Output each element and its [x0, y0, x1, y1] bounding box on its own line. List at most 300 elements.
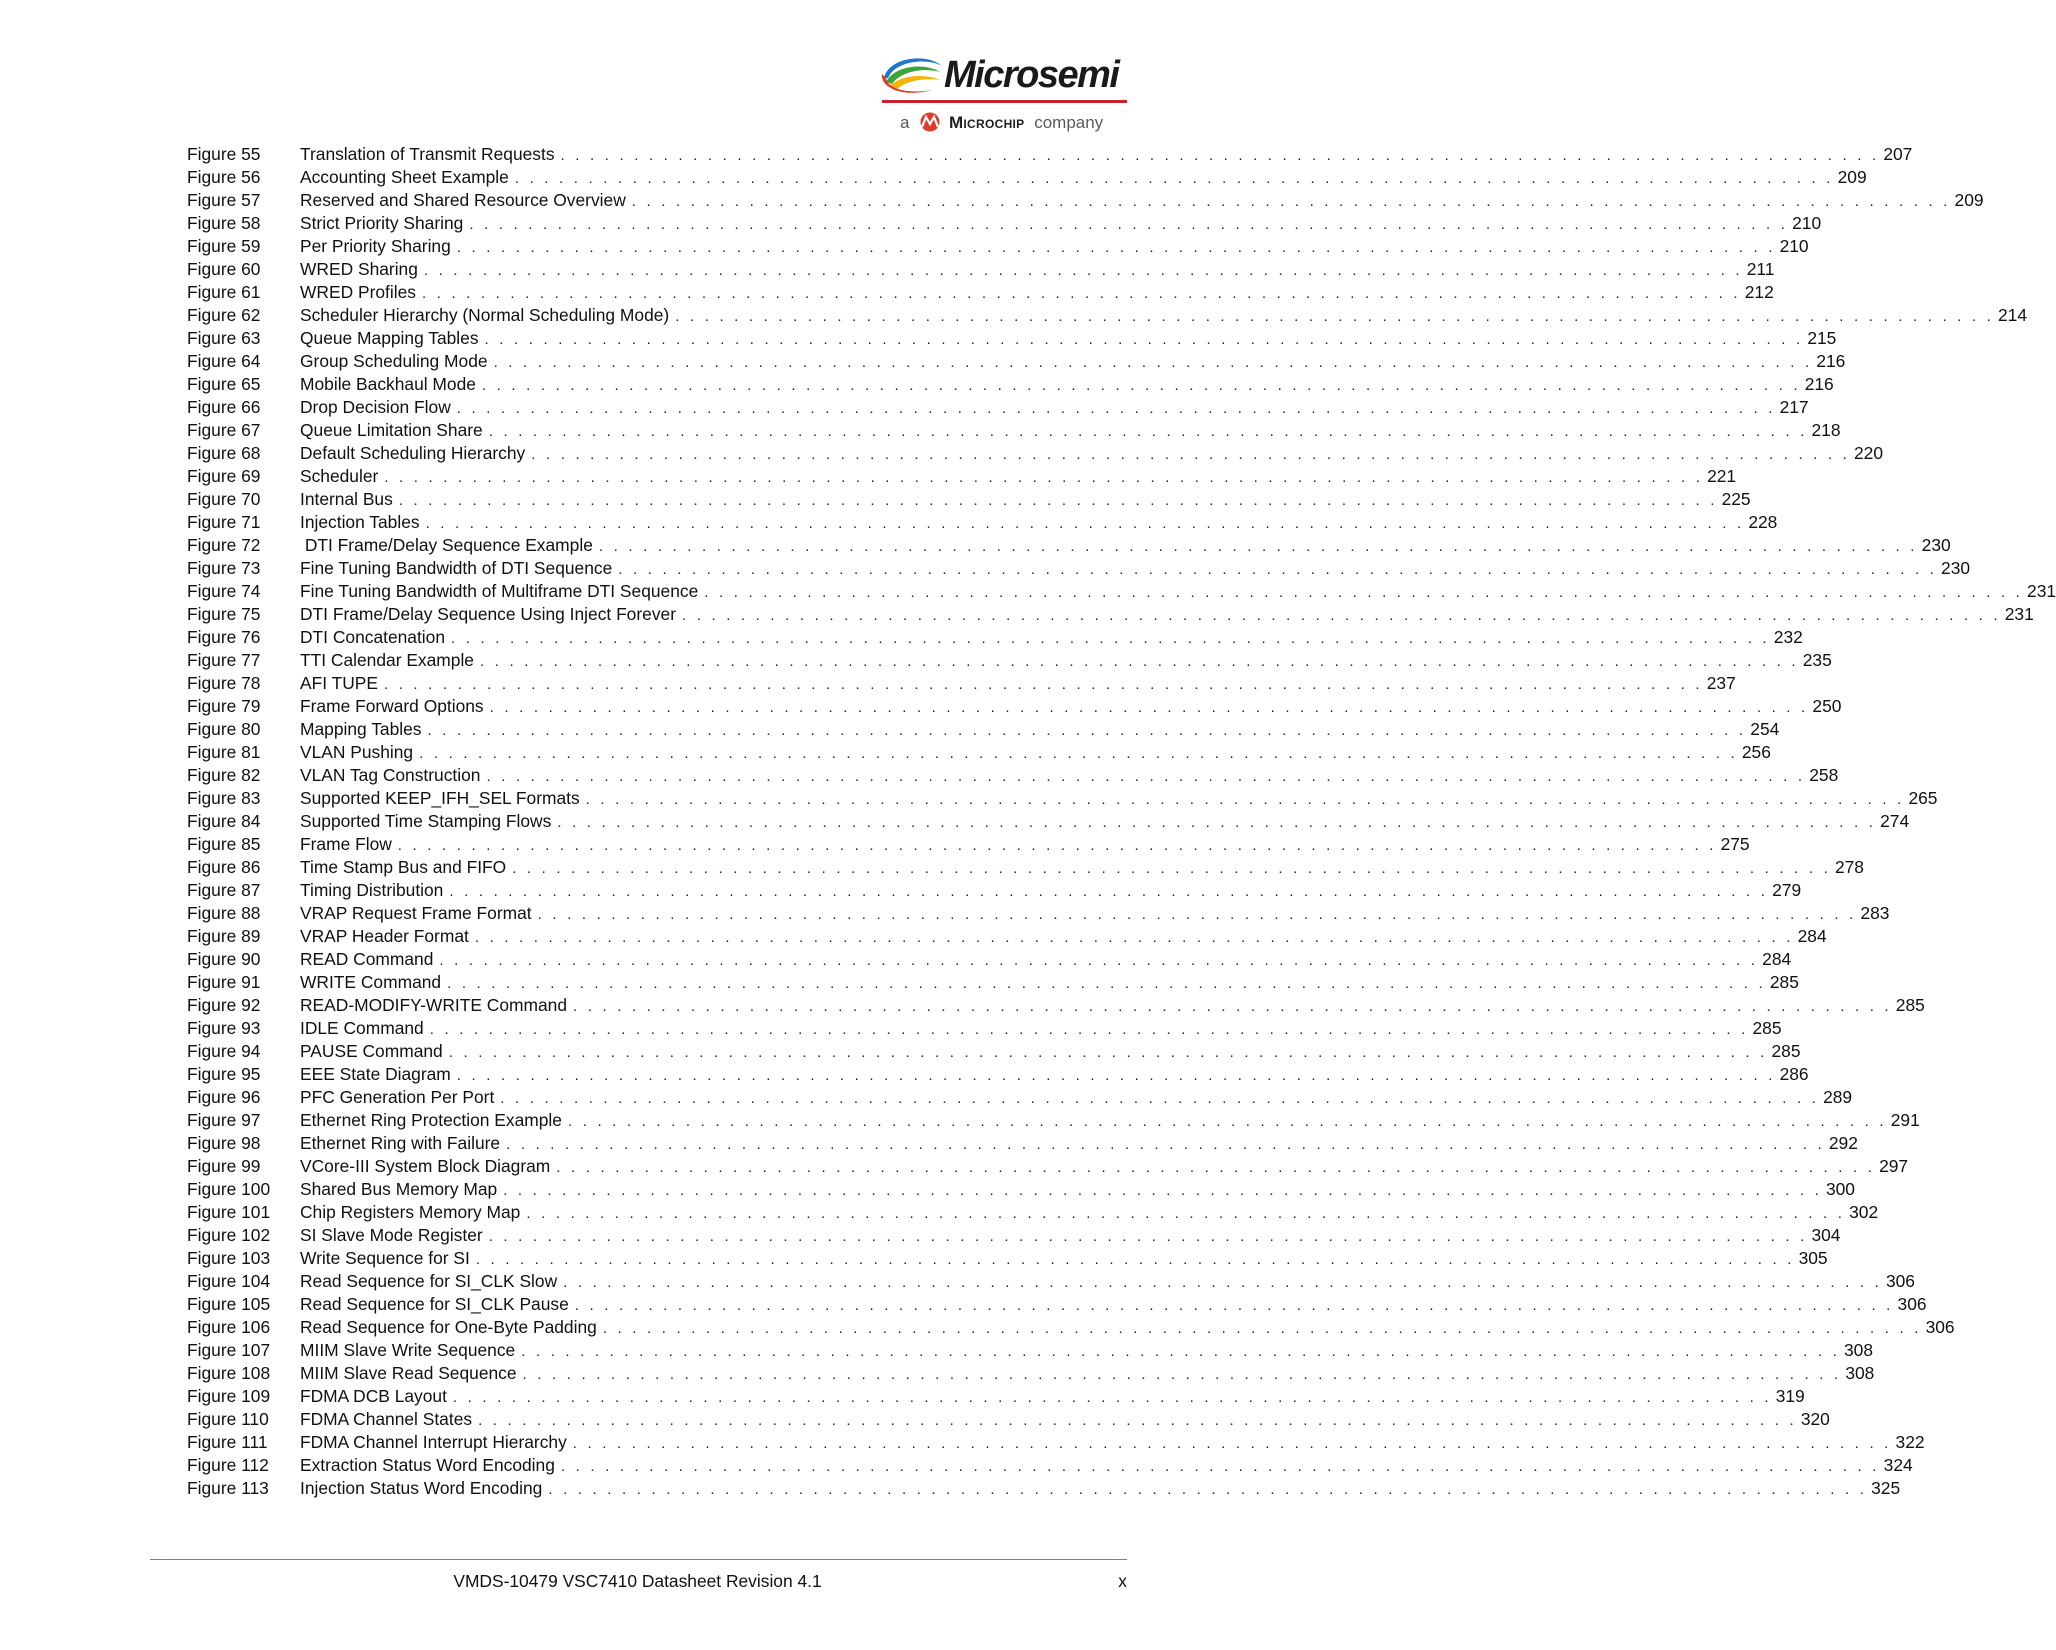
toc-figure-title: Timing Distribution [300, 880, 444, 900]
toc-figure-title: Mobile Backhaul Mode [300, 374, 476, 394]
toc-figure-title: Injection Tables [300, 512, 420, 532]
toc-page-number: 322 [1895, 1432, 1925, 1452]
toc-figure-number: Figure 70 [187, 489, 261, 509]
toc-entry[interactable] [187, 787, 1938, 810]
toc-page-number: 220 [1854, 443, 1884, 463]
toc-figure-number: Figure 74 [187, 581, 261, 601]
toc-dot-leader: . . . . . . . . . . . . . . . . . . . . . . . . . . . . . . . . . . . . . . . . . . . . . . . . . . . . . . . . . . . . . . . . . . . . . . . . . . . . . . . . . . . . . . . . . . [573, 998, 1892, 1015]
toc-figure-number: Figure 102 [187, 1225, 271, 1245]
footer-document-title: VMDS-10479 VSC7410 Datasheet Revision 4.1 [453, 1571, 822, 1591]
toc-figure-title: Per Priority Sharing [300, 236, 451, 256]
toc-figure-title: Extraction Status Word Encoding [300, 1455, 555, 1475]
toc-page-number: 228 [1748, 512, 1778, 532]
toc-figure-title: Default Scheduling Hierarchy [300, 443, 526, 463]
toc-figure-title: VRAP Header Format [300, 926, 469, 946]
toc-figure-number: Figure 99 [187, 1156, 261, 1176]
toc-page-number: 306 [1885, 1271, 1915, 1291]
toc-dot-leader: . . . . . . . . . . . . . . . . . . . . . . . . . . . . . . . . . . . . . . . . . . . . . . . . . . . . . . . . . . . . . . . . . . . . . . . . . . . . . . . . . . . . . . . . . . [469, 216, 1789, 233]
toc-dot-leader: . . . . . . . . . . . . . . . . . . . . . . . . . . . . . . . . . . . . . . . . . . . . . . . . . . . . . . . . . . . . . . . . . . . . . . . . . . . . . . . . . . . . . . . . . . [383, 676, 1703, 693]
toc-page-number: 237 [1706, 673, 1736, 693]
toc-figure-title: DTI Frame/Delay Sequence Using Inject Forever [300, 604, 676, 624]
toc-dot-leader: . . . . . . . . . . . . . . . . . . . . . . . . . . . . . . . . . . . . . . . . . . . . . . . . . . . . . . . . . . . . . . . . . . . . . . . . . . . . . . . . . . . . . . . . . . [572, 1435, 1892, 1452]
toc-page-number: 225 [1721, 489, 1751, 509]
toc-figure-number: Figure 112 [187, 1455, 269, 1475]
footer-divider [150, 1559, 1127, 1560]
toc-entry[interactable] [187, 511, 1778, 534]
toc-dot-leader: . . . . . . . . . . . . . . . . . . . . . . . . . . . . . . . . . . . . . . . . . . . . . . . . . . . . . . . . . . . . . . . . . . . . . . . . . . . . . . . . . . . . . . . . . . [681, 607, 2001, 624]
toc-figure-title: WRED Sharing [300, 259, 418, 279]
toc-figure-title: MIIM Slave Write Sequence [300, 1340, 516, 1360]
toc-page-number: 217 [1779, 397, 1809, 417]
toc-figure-number: Figure 77 [187, 650, 261, 670]
toc-page-number: 230 [1921, 535, 1951, 555]
toc-figure-title: FDMA Channel States [300, 1409, 473, 1429]
toc-figure-number: Figure 86 [187, 857, 261, 877]
toc-entry[interactable] [187, 143, 1913, 166]
toc-dot-leader: . . . . . . . . . . . . . . . . . . . . . . . . . . . . . . . . . . . . . . . . . . . . . . . . . . . . . . . . . . . . . . . . . . . . . . . . . . . . . . . . . . . . . . . . . . [522, 1366, 1842, 1383]
toc-page-number: 300 [1825, 1179, 1855, 1199]
toc-dot-leader: . . . . . . . . . . . . . . . . . . . . . . . . . . . . . . . . . . . . . . . . . . . . . . . . . . . . . . . . . . . . . . . . . . . . . . . . . . . . . . . . . . . . . . . . . . [448, 1044, 1768, 1061]
toc-page-number: 308 [1844, 1340, 1874, 1360]
toc-entry[interactable] [187, 1017, 1782, 1040]
toc-dot-leader: . . . . . . . . . . . . . . . . . . . . . . . . . . . . . . . . . . . . . . . . . . . . . . . . . . . . . . . . . . . . . . . . . . . . . . . . . . . . . . . . . . . . . . . . . . [479, 653, 1799, 670]
toc-page-number: 320 [1800, 1409, 1830, 1429]
toc-figure-number: Figure 83 [187, 788, 261, 808]
toc-entry[interactable] [187, 626, 1803, 649]
toc-figure-number: Figure 107 [187, 1340, 271, 1360]
toc-page-number: 254 [1750, 719, 1780, 739]
toc-page-number: 289 [1823, 1087, 1853, 1107]
toc-page-number: 256 [1741, 742, 1771, 762]
toc-page-number: 258 [1809, 765, 1839, 785]
toc-entry[interactable] [187, 741, 1771, 764]
toc-figure-title: Frame Flow [300, 834, 392, 854]
toc-figure-title: Read Sequence for One-Byte Padding [300, 1317, 597, 1337]
toc-dot-leader: . . . . . . . . . . . . . . . . . . . . . . . . . . . . . . . . . . . . . . . . . . . . . . . . . . . . . . . . . . . . . . . . . . . . . . . . . . . . . . . . . . . . . . . . . . [563, 1274, 1882, 1291]
toc-entry[interactable] [187, 856, 1864, 879]
toc-entry[interactable] [187, 419, 1841, 442]
toc-dot-leader: . . . . . . . . . . . . . . . . . . . . . . . . . . . . . . . . . . . . . . . . . . . . . . . . . . . . . . . . . . . . . . . . . . . . . . . . . . . . . . . . . . . . . . . . . . [384, 469, 1704, 486]
toc-entry[interactable] [187, 948, 1792, 971]
toc-entry[interactable] [187, 465, 1737, 488]
toc-figure-number: Figure 73 [187, 558, 261, 578]
toc-figure-number: Figure 76 [187, 627, 261, 647]
toc-figure-title: MIIM Slave Read Sequence [300, 1363, 517, 1383]
toc-figure-number: Figure 93 [187, 1018, 261, 1038]
toc-dot-leader: . . . . . . . . . . . . . . . . . . . . . . . . . . . . . . . . . . . . . . . . . . . . . . . . . . . . . . . . . . . . . . . . . . . . . . . . . . . . . . . . . . . . . . . . . . [521, 1343, 1840, 1360]
toc-dot-leader: . . . . . . . . . . . . . . . . . . . . . . . . . . . . . . . . . . . . . . . . . . . . . . . . . . . . . . . . . . . . . . . . . . . . . . . . . . . . . . . . . . . . . . . . . . [478, 1412, 1797, 1429]
toc-figure-number: Figure 113 [187, 1478, 269, 1498]
toc-figure-title: Write Sequence for SI [300, 1248, 470, 1268]
toc-dot-leader: . . . . . . . . . . . . . . . . . . . . . . . . . . . . . . . . . . . . . . . . . . . . . . . . . . . . . . . . . . . . . . . . . . . . . . . . . . . . . . . . . . . . . . . . . . [548, 1481, 1868, 1498]
toc-figure-number: Figure 96 [187, 1087, 261, 1107]
toc-dot-leader: . . . . . . . . . . . . . . . . . . . . . . . . . . . . . . . . . . . . . . . . . . . . . . . . . . . . . . . . . . . . . . . . . . . . . . . . . . . . . . . . . . . . . . . . . . [429, 1021, 1749, 1038]
logo-tagline [900, 112, 1103, 133]
toc-page-number: 275 [1720, 834, 1750, 854]
toc-figure-title: READ-MODIFY-WRITE Command [300, 995, 568, 1015]
toc-dot-leader: . . . . . . . . . . . . . . . . . . . . . . . . . . . . . . . . . . . . . . . . . . . . . . . . . . . . . . . . . . . . . . . . . . . . . . . . . . . . . . . . . . . . . . . . . . [456, 400, 1776, 417]
list-of-figures [187, 143, 2056, 1500]
toc-dot-leader: . . . . . . . . . . . . . . . . . . . . . . . . . . . . . . . . . . . . . . . . . . . . . . . . . . . . . . . . . . . . . . . . . . . . . . . . . . . . . . . . . . . . . . . . . . [475, 1251, 1795, 1268]
toc-entry[interactable] [187, 672, 1736, 695]
toc-page-number: 214 [1998, 305, 2028, 325]
toc-page-number: 216 [1816, 351, 1846, 371]
toc-entry[interactable] [187, 557, 1971, 580]
toc-page-number: 283 [1860, 903, 1890, 923]
toc-dot-leader: . . . . . . . . . . . . . . . . . . . . . . . . . . . . . . . . . . . . . . . . . . . . . . . . . . . . . . . . . . . . . . . . . . . . . . . . . . . . . . . . . . . . . . . . . . [481, 377, 1801, 394]
toc-entry[interactable] [187, 1454, 1913, 1477]
toc-figure-title: DTI Concatenation [300, 627, 446, 647]
toc-figure-title: Fine Tuning Bandwidth of DTI Sequence [300, 558, 613, 578]
toc-entry[interactable] [187, 925, 1827, 948]
toc-page-number: 250 [1812, 696, 1842, 716]
toc-dot-leader: . . . . . . . . . . . . . . . . . . . . . . . . . . . . . . . . . . . . . . . . . . . . . . . . . . . . . . . . . . . . . . . . . . . . . . . . . . . . . . . . . . . . . . . . . . [449, 883, 1769, 900]
toc-dot-leader: . . . . . . . . . . . . . . . . . . . . . . . . . . . . . . . . . . . . . . . . . . . . . . . . . . . . . . . . . . . . . . . . . . . . . . . . . . . . . . . . . . . . . . . . . . [602, 1320, 1922, 1337]
toc-entry[interactable] [187, 442, 1884, 465]
toc-figure-number: Figure 92 [187, 995, 261, 1015]
toc-figure-number: Figure 111 [187, 1432, 268, 1452]
toc-figure-number: Figure 100 [187, 1179, 271, 1199]
toc-page-number: 308 [1845, 1363, 1875, 1383]
toc-dot-leader: . . . . . . . . . . . . . . . . . . . . . . . . . . . . . . . . . . . . . . . . . . . . . . . . . . . . . . . . . . . . . . . . . . . . . . . . . . . . . . . . . . . . . . . . . . [484, 331, 1804, 348]
toc-figure-title: Fine Tuning Bandwidth of Multiframe DTI Sequence [300, 581, 699, 601]
toc-entry[interactable] [187, 1270, 1915, 1293]
toc-figure-title: PAUSE Command [300, 1041, 443, 1061]
toc-dot-leader: . . . . . . . . . . . . . . . . . . . . . . . . . . . . . . . . . . . . . . . . . . . . . . . . . . . . . . . . . . . . . . . . . . . . . . . . . . . . . . . . . . . . . . . . . . [506, 1136, 1825, 1153]
logo-rule [882, 100, 1127, 103]
toc-dot-leader: . . . . . . . . . . . . . . . . . . . . . . . . . . . . . . . . . . . . . . . . . . . . . . . . . . . . . . . . . . . . . . . . . . . . . . . . . . . . . . . . . . . . . . . . . . [456, 1067, 1776, 1084]
toc-entry[interactable] [187, 212, 1822, 235]
toc-entry[interactable] [187, 166, 1867, 189]
toc-page-number: 306 [1925, 1317, 1955, 1337]
toc-figure-number: Figure 89 [187, 926, 261, 946]
toc-figure-title: Supported KEEP_IFH_SEL Formats [300, 788, 580, 808]
toc-entry[interactable] [187, 879, 1802, 902]
toc-page-number: 230 [1941, 558, 1971, 578]
toc-entry[interactable] [187, 1109, 1920, 1132]
toc-page-number: 285 [1752, 1018, 1782, 1038]
toc-figure-number: Figure 61 [187, 282, 261, 302]
toc-page-number: 209 [1837, 167, 1867, 187]
toc-page-number: 209 [1954, 190, 1984, 210]
toc-entry[interactable] [187, 488, 1751, 511]
toc-figure-number: Figure 79 [187, 696, 261, 716]
toc-entry[interactable] [187, 833, 1750, 856]
toc-page-number: 212 [1744, 282, 1774, 302]
toc-figure-title: Translation of Transmit Requests [300, 144, 555, 164]
toc-entry[interactable] [187, 580, 2056, 603]
toc-figure-title: FDMA DCB Layout [300, 1386, 447, 1406]
toc-figure-title: DTI Frame/Delay Sequence Example [300, 535, 593, 555]
toc-figure-number: Figure 62 [187, 305, 261, 325]
toc-figure-number: Figure 65 [187, 374, 261, 394]
toc-dot-leader: . . . . . . . . . . . . . . . . . . . . . . . . . . . . . . . . . . . . . . . . . . . . . . . . . . . . . . . . . . . . . . . . . . . . . . . . . . . . . . . . . . . . . . . . . . [675, 308, 1995, 325]
tagline-brand: Microchip [948, 113, 1025, 132]
toc-dot-leader: . . . . . . . . . . . . . . . . . . . . . . . . . . . . . . . . . . . . . . . . . . . . . . . . . . . . . . . . . . . . . . . . . . . . . . . . . . . . . . . . . . . . . . . . . . [500, 1090, 1820, 1107]
toc-figure-number: Figure 66 [187, 397, 261, 417]
toc-dot-leader: . . . . . . . . . . . . . . . . . . . . . . . . . . . . . . . . . . . . . . . . . . . . . . . . . . . . . . . . . . . . . . . . . . . . . . . . . . . . . . . . . . . . . . . . . . [439, 952, 1759, 969]
toc-figure-number: Figure 106 [187, 1317, 271, 1337]
toc-page-number: 319 [1775, 1386, 1805, 1406]
toc-entry[interactable] [187, 1086, 1853, 1109]
toc-page-number: 292 [1828, 1133, 1858, 1153]
microchip-icon [918, 112, 942, 132]
toc-figure-number: Figure 103 [187, 1248, 271, 1268]
toc-figure-title: Scheduler Hierarchy (Normal Scheduling Mode) [300, 305, 670, 325]
toc-figure-title: Scheduler [300, 466, 379, 486]
toc-page-number: 325 [1871, 1478, 1901, 1498]
tagline-suffix: company [1034, 113, 1104, 132]
toc-dot-leader: . . . . . . . . . . . . . . . . . . . . . . . . . . . . . . . . . . . . . . . . . . . . . . . . . . . . . . . . . . . . . . . . . . . . . . . . . . . . . . . . . . . . . . . . . . [488, 1228, 1808, 1245]
toc-page-number: 215 [1807, 328, 1837, 348]
toc-figure-title: AFI TUPE [300, 673, 378, 693]
toc-page-number: 211 [1746, 259, 1775, 279]
toc-figure-number: Figure 87 [187, 880, 261, 900]
toc-dot-leader: . . . . . . . . . . . . . . . . . . . . . . . . . . . . . . . . . . . . . . . . . . . . . . . . . . . . . . . . . . . . . . . . . . . . . . . . . . . . . . . . . . . . . . . . . . [704, 584, 2024, 601]
toc-page-number: 278 [1834, 857, 1864, 877]
toc-dot-leader: . . . . . . . . . . . . . . . . . . . . . . . . . . . . . . . . . . . . . . . . . . . . . . . . . . . . . . . . . . . . . . . . . . . . . . . . . . . . . . . . . . . . . . . . . . [567, 1113, 1887, 1130]
toc-figure-number: Figure 85 [187, 834, 261, 854]
toc-entry[interactable] [187, 1063, 1809, 1086]
microsemi-swoosh-icon [880, 52, 946, 98]
toc-dot-leader: . . . . . . . . . . . . . . . . . . . . . . . . . . . . . . . . . . . . . . . . . . . . . . . . . . . . . . . . . . . . . . . . . . . . . . . . . . . . . . . . . . . . . . . . . . [423, 262, 1743, 279]
toc-dot-leader: . . . . . . . . . . . . . . . . . . . . . . . . . . . . . . . . . . . . . . . . . . . . . . . . . . . . . . . . . . . . . . . . . . . . . . . . . . . . . . . . . . . . . . . . . . [526, 1205, 1846, 1222]
toc-figure-title: Chip Registers Memory Map [300, 1202, 521, 1222]
toc-page-number: 286 [1779, 1064, 1809, 1084]
toc-figure-title: Read Sequence for SI_CLK Slow [300, 1271, 558, 1291]
toc-figure-title: VRAP Request Frame Format [300, 903, 532, 923]
toc-figure-title: VLAN Tag Construction [300, 765, 481, 785]
toc-entry[interactable] [187, 304, 2028, 327]
toc-entry[interactable] [187, 1477, 1901, 1500]
toc-figure-number: Figure 68 [187, 443, 261, 463]
toc-dot-leader: . . . . . . . . . . . . . . . . . . . . . . . . . . . . . . . . . . . . . . . . . . . . . . . . . . . . . . . . . . . . . . . . . . . . . . . . . . . . . . . . . . . . . . . . . . [489, 699, 1809, 716]
toc-dot-leader: . . . . . . . . . . . . . . . . . . . . . . . . . . . . . . . . . . . . . . . . . . . . . . . . . . . . . . . . . . . . . . . . . . . . . . . . . . . . . . . . . . . . . . . . . . [493, 354, 1813, 371]
toc-page-number: 297 [1879, 1156, 1909, 1176]
toc-entry[interactable] [187, 1201, 1879, 1224]
toc-entry[interactable] [187, 258, 1775, 281]
toc-figure-title: Shared Bus Memory Map [300, 1179, 498, 1199]
toc-entry[interactable] [187, 327, 1837, 350]
toc-figure-number: Figure 58 [187, 213, 261, 233]
toc-figure-number: Figure 81 [187, 742, 261, 762]
toc-page-number: 207 [1883, 144, 1913, 164]
toc-page-number: 291 [1890, 1110, 1920, 1130]
toc-dot-leader: . . . . . . . . . . . . . . . . . . . . . . . . . . . . . . . . . . . . . . . . . . . . . . . . . . . . . . . . . . . . . . . . . . . . . . . . . . . . . . . . . . . . . . . . . . [474, 929, 1794, 946]
toc-figure-number: Figure 72 [187, 535, 261, 555]
toc-entry[interactable] [187, 1040, 1801, 1063]
toc-page-number: 218 [1811, 420, 1841, 440]
toc-figure-title: Supported Time Stamping Flows [300, 811, 552, 831]
toc-entry[interactable] [187, 1132, 1858, 1155]
toc-figure-number: Figure 97 [187, 1110, 261, 1130]
toc-figure-title: Group Scheduling Mode [300, 351, 488, 371]
toc-entry[interactable] [187, 373, 1834, 396]
toc-entry[interactable] [187, 1178, 1855, 1201]
toc-figure-title: Mapping Tables [300, 719, 422, 739]
toc-figure-number: Figure 108 [187, 1363, 271, 1383]
toc-figure-title: Frame Forward Options [300, 696, 484, 716]
toc-figure-number: Figure 67 [187, 420, 261, 440]
toc-figure-title: Ethernet Ring Protection Example [300, 1110, 562, 1130]
toc-figure-number: Figure 63 [187, 328, 261, 348]
toc-dot-leader: . . . . . . . . . . . . . . . . . . . . . . . . . . . . . . . . . . . . . . . . . . . . . . . . . . . . . . . . . . . . . . . . . . . . . . . . . . . . . . . . . . . . . . . . . . [503, 1182, 1822, 1199]
toc-figure-title: TTI Calendar Example [300, 650, 474, 670]
toc-dot-leader: . . . . . . . . . . . . . . . . . . . . . . . . . . . . . . . . . . . . . . . . . . . . . . . . . . . . . . . . . . . . . . . . . . . . . . . . . . . . . . . . . . . . . . . . . . [537, 906, 1857, 923]
toc-dot-leader: . . . . . . . . . . . . . . . . . . . . . . . . . . . . . . . . . . . . . . . . . . . . . . . . . . . . . . . . . . . . . . . . . . . . . . . . . . . . . . . . . . . . . . . . . . [452, 1389, 1772, 1406]
toc-entry[interactable] [187, 718, 1780, 741]
toc-figure-title: Read Sequence for SI_CLK Pause [300, 1294, 569, 1314]
toc-entry[interactable] [187, 971, 1799, 994]
toc-page-number: 285 [1771, 1041, 1801, 1061]
toc-figure-number: Figure 78 [187, 673, 261, 693]
toc-entry[interactable] [187, 810, 1910, 833]
toc-dot-leader: . . . . . . . . . . . . . . . . . . . . . . . . . . . . . . . . . . . . . . . . . . . . . . . . . . . . . . . . . . . . . . . . . . . . . . . . . . . . . . . . . . . . . . . . . . [618, 561, 1938, 578]
toc-entry[interactable] [187, 350, 1846, 373]
toc-figure-number: Figure 71 [187, 512, 261, 532]
toc-page-number: 231 [2004, 604, 2034, 624]
toc-page-number: 284 [1797, 926, 1827, 946]
toc-dot-leader: . . . . . . . . . . . . . . . . . . . . . . . . . . . . . . . . . . . . . . . . . . . . . . . . . . . . . . . . . . . . . . . . . . . . . . . . . . . . . . . . . . . . . . . . . . [398, 492, 1718, 509]
toc-dot-leader: . . . . . . . . . . . . . . . . . . . . . . . . . . . . . . . . . . . . . . . . . . . . . . . . . . . . . . . . . . . . . . . . . . . . . . . . . . . . . . . . . . . . . . . . . . [531, 446, 1851, 463]
toc-dot-leader: . . . . . . . . . . . . . . . . . . . . . . . . . . . . . . . . . . . . . . . . . . . . . . . . . . . . . . . . . . . . . . . . . . . . . . . . . . . . . . . . . . . . . . . . . . [425, 515, 1745, 532]
toc-page-number: 285 [1769, 972, 1799, 992]
toc-figure-title: WRED Profiles [300, 282, 416, 302]
toc-figure-title: SI Slave Mode Register [300, 1225, 483, 1245]
toc-entry[interactable] [187, 1431, 1925, 1454]
toc-figure-title: EEE State Diagram [300, 1064, 451, 1084]
toc-dot-leader: . . . . . . . . . . . . . . . . . . . . . . . . . . . . . . . . . . . . . . . . . . . . . . . . . . . . . . . . . . . . . . . . . . . . . . . . . . . . . . . . . . . . . . . . . . [514, 170, 1834, 187]
toc-entry[interactable] [187, 994, 1925, 1017]
footer-page-number: x [1118, 1571, 1127, 1591]
toc-figure-number: Figure 104 [187, 1271, 271, 1291]
toc-dot-leader: . . . . . . . . . . . . . . . . . . . . . . . . . . . . . . . . . . . . . . . . . . . . . . . . . . . . . . . . . . . . . . . . . . . . . . . . . . . . . . . . . . . . . . . . . . [488, 423, 1808, 440]
toc-entry[interactable] [187, 1385, 1805, 1408]
toc-entry[interactable] [187, 1293, 1927, 1316]
toc-entry[interactable] [187, 649, 1832, 672]
toc-page-number: 210 [1792, 213, 1822, 233]
toc-dot-leader: . . . . . . . . . . . . . . . . . . . . . . . . . . . . . . . . . . . . . . . . . . . . . . . . . . . . . . . . . . . . . . . . . . . . . . . . . . . . . . . . . . . . . . . . . . [585, 791, 1905, 808]
toc-figure-number: Figure 60 [187, 259, 261, 279]
toc-figure-title: Reserved and Shared Resource Overview [300, 190, 626, 210]
toc-page-number: 231 [2027, 581, 2056, 601]
toc-entry[interactable] [187, 1247, 1828, 1270]
toc-figure-title: IDLE Command [300, 1018, 424, 1038]
toc-figure-title: PFC Generation Per Port [300, 1087, 495, 1107]
toc-figure-title: Injection Status Word Encoding [300, 1478, 543, 1498]
toc-dot-leader: . . . . . . . . . . . . . . . . . . . . . . . . . . . . . . . . . . . . . . . . . . . . . . . . . . . . . . . . . . . . . . . . . . . . . . . . . . . . . . . . . . . . . . . . . . [427, 722, 1747, 739]
toc-page-number: 302 [1849, 1202, 1879, 1222]
toc-figure-number: Figure 101 [187, 1202, 271, 1222]
toc-dot-leader: . . . . . . . . . . . . . . . . . . . . . . . . . . . . . . . . . . . . . . . . . . . . . . . . . . . . . . . . . . . . . . . . . . . . . . . . . . . . . . . . . . . . . . . . . . [397, 837, 1717, 854]
toc-figure-number: Figure 59 [187, 236, 261, 256]
toc-page-number: 216 [1804, 374, 1834, 394]
toc-dot-leader: . . . . . . . . . . . . . . . . . . . . . . . . . . . . . . . . . . . . . . . . . . . . . . . . . . . . . . . . . . . . . . . . . . . . . . . . . . . . . . . . . . . . . . . . . . [456, 239, 1776, 256]
toc-entry[interactable] [187, 1362, 1875, 1385]
toc-dot-leader: . . . . . . . . . . . . . . . . . . . . . . . . . . . . . . . . . . . . . . . . . . . . . . . . . . . . . . . . . . . . . . . . . . . . . . . . . . . . . . . . . . . . . . . . . . [421, 285, 1741, 302]
toc-entry[interactable] [187, 235, 1809, 258]
toc-figure-number: Figure 75 [187, 604, 261, 624]
toc-figure-title: FDMA Channel Interrupt Hierarchy [300, 1432, 567, 1452]
toc-figure-title: Queue Limitation Share [300, 420, 483, 440]
toc-entry[interactable] [187, 281, 1774, 304]
toc-entry[interactable] [187, 396, 1809, 419]
toc-page-number: 265 [1908, 788, 1938, 808]
toc-entry[interactable] [187, 695, 1842, 718]
toc-figure-number: Figure 109 [187, 1386, 271, 1406]
toc-figure-title: WRITE Command [300, 972, 442, 992]
toc-figure-number: Figure 105 [187, 1294, 271, 1314]
toc-entry[interactable] [187, 1155, 1909, 1178]
toc-dot-leader: . . . . . . . . . . . . . . . . . . . . . . . . . . . . . . . . . . . . . . . . . . . . . . . . . . . . . . . . . . . . . . . . . . . . . . . . . . . . . . . . . . . . . . . . . . [574, 1297, 1894, 1314]
toc-page-number: 324 [1883, 1455, 1913, 1475]
toc-page-number: 274 [1880, 811, 1910, 831]
toc-entry[interactable] [187, 1224, 1841, 1247]
toc-entry[interactable] [187, 1316, 1955, 1339]
toc-page-number: 279 [1772, 880, 1802, 900]
toc-figure-title: Drop Decision Flow [300, 397, 451, 417]
toc-figure-title: Internal Bus [300, 489, 393, 509]
toc-figure-title: VCore-III System Block Diagram [300, 1156, 551, 1176]
toc-dot-leader: . . . . . . . . . . . . . . . . . . . . . . . . . . . . . . . . . . . . . . . . . . . . . . . . . . . . . . . . . . . . . . . . . . . . . . . . . . . . . . . . . . . . . . . . . . [451, 630, 1770, 647]
toc-figure-number: Figure 80 [187, 719, 261, 739]
microsemi-logo [880, 52, 1130, 142]
toc-figure-title: Accounting Sheet Example [300, 167, 509, 187]
toc-figure-number: Figure 64 [187, 351, 261, 371]
toc-dot-leader: . . . . . . . . . . . . . . . . . . . . . . . . . . . . . . . . . . . . . . . . . . . . . . . . . . . . . . . . . . . . . . . . . . . . . . . . . . . . . . . . . . . . . . . . . . [560, 147, 1880, 164]
toc-entry[interactable] [187, 1339, 1874, 1362]
toc-dot-leader: . . . . . . . . . . . . . . . . . . . . . . . . . . . . . . . . . . . . . . . . . . . . . . . . . . . . . . . . . . . . . . . . . . . . . . . . . . . . . . . . . . . . . . . . . . [560, 1458, 1880, 1475]
toc-dot-leader: . . . . . . . . . . . . . . . . . . . . . . . . . . . . . . . . . . . . . . . . . . . . . . . . . . . . . . . . . . . . . . . . . . . . . . . . . . . . . . . . . . . . . . . . . . [419, 745, 1738, 762]
toc-figure-title: READ Command [300, 949, 434, 969]
toc-page-number: 210 [1779, 236, 1809, 256]
logo-wordmark: Microsemi [944, 54, 1119, 96]
toc-page-number: 284 [1762, 949, 1792, 969]
toc-figure-title: Ethernet Ring with Failure [300, 1133, 501, 1153]
toc-dot-leader: . . . . . . . . . . . . . . . . . . . . . . . . . . . . . . . . . . . . . . . . . . . . . . . . . . . . . . . . . . . . . . . . . . . . . . . . . . . . . . . . . . . . . . . . . . [486, 768, 1806, 785]
toc-figure-number: Figure 55 [187, 144, 261, 164]
toc-dot-leader: . . . . . . . . . . . . . . . . . . . . . . . . . . . . . . . . . . . . . . . . . . . . . . . . . . . . . . . . . . . . . . . . . . . . . . . . . . . . . . . . . . . . . . . . . . [631, 193, 1951, 210]
toc-entry[interactable] [187, 902, 1890, 925]
toc-figure-number: Figure 88 [187, 903, 261, 923]
toc-figure-number: Figure 84 [187, 811, 261, 831]
toc-figure-number: Figure 69 [187, 466, 261, 486]
toc-figure-number: Figure 90 [187, 949, 261, 969]
toc-figure-number: Figure 57 [187, 190, 261, 210]
toc-figure-number: Figure 98 [187, 1133, 261, 1153]
toc-entry[interactable] [187, 1408, 1830, 1431]
toc-figure-title: Queue Mapping Tables [300, 328, 479, 348]
toc-entry[interactable] [187, 534, 1951, 557]
toc-entry[interactable] [187, 189, 1984, 212]
toc-figure-number: Figure 82 [187, 765, 261, 785]
toc-figure-title: Time Stamp Bus and FIFO [300, 857, 507, 877]
toc-dot-leader: . . . . . . . . . . . . . . . . . . . . . . . . . . . . . . . . . . . . . . . . . . . . . . . . . . . . . . . . . . . . . . . . . . . . . . . . . . . . . . . . . . . . . . . . . . [557, 814, 1877, 831]
toc-page-number: 306 [1897, 1294, 1927, 1314]
toc-page-number: 232 [1773, 627, 1803, 647]
toc-entry[interactable] [187, 764, 1839, 787]
tagline-prefix: a [900, 113, 910, 132]
toc-page-number: 305 [1798, 1248, 1828, 1268]
toc-figure-title: Strict Priority Sharing [300, 213, 464, 233]
toc-figure-number: Figure 91 [187, 972, 261, 992]
toc-entry[interactable] [187, 603, 2034, 626]
toc-dot-leader: . . . . . . . . . . . . . . . . . . . . . . . . . . . . . . . . . . . . . . . . . . . . . . . . . . . . . . . . . . . . . . . . . . . . . . . . . . . . . . . . . . . . . . . . . . [447, 975, 1766, 992]
toc-figure-number: Figure 110 [187, 1409, 269, 1429]
toc-figure-title: VLAN Pushing [300, 742, 414, 762]
toc-page-number: 304 [1811, 1225, 1841, 1245]
toc-page-number: 285 [1895, 995, 1925, 1015]
